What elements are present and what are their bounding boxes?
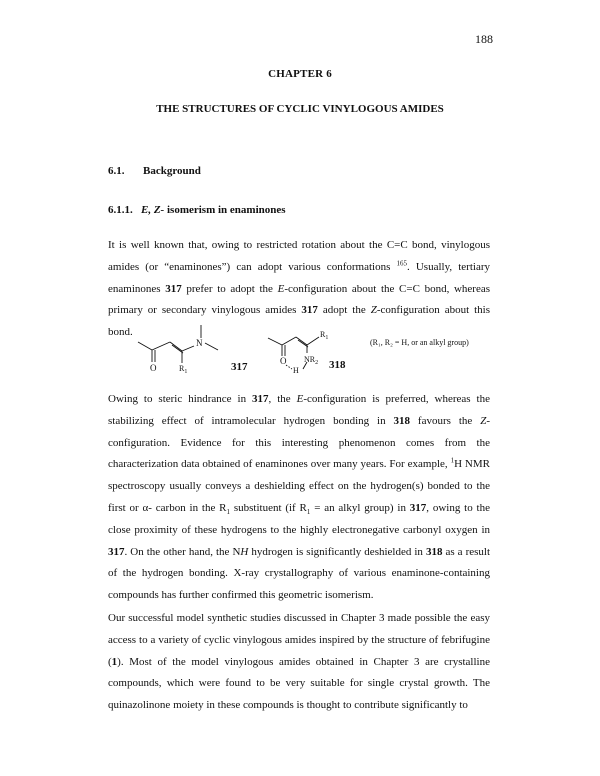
substituent-nr2: $NR_2$ bbox=[304, 355, 319, 366]
chapter-label: CHAPTER 6 bbox=[268, 68, 332, 80]
substituent-r1: $R_1$ bbox=[320, 330, 329, 341]
compound-ref: 317 bbox=[301, 304, 318, 317]
structure-318-bonds bbox=[268, 337, 319, 369]
compound-ref: 317 bbox=[165, 282, 182, 295]
atom-o: O bbox=[280, 356, 287, 366]
section-number: 6.1. bbox=[108, 165, 125, 177]
page-number: 188 bbox=[475, 32, 493, 46]
compound-ref: 318 bbox=[393, 414, 411, 427]
citation-ref: 165 bbox=[396, 259, 407, 268]
compound-ref: 317 bbox=[409, 501, 427, 514]
subsection-title-italic: E, Z- bbox=[141, 204, 165, 216]
substituent-note: (R₁, R₂ = H, or an alkyl group) bbox=[370, 338, 469, 347]
paragraph-evidence: Owing to steric hindrance in 317, the E-configuration is preferred, whereas the stabilizing effect of intramolecular hydrogen bonding in 318 favours the Z-configuration. Evidence for this interesting phenomenon comes from the characterization data obtained of enaminones over many years. For example, $^1$H NMR spectroscopy usually conveys a deshielding effect on the hydrogen(s) bonded to the first or α- carbon in the $R_1$ substituent (if $R_1$ = an alkyl group) in 317, owing to the close proximity of these hydrogens to the highly electronegative carbonyl oxygen in 317. On the other hand, the NH hydrogen is significantly deshielded in 318 as a result of the hydrogen bonding. X-ray crystallography of various enaminone-containing compounds has further confirmed this geometric isomerism. bbox=[108, 393, 491, 602]
subsection-heading bbox=[108, 204, 286, 216]
atom-h: H bbox=[293, 366, 299, 375]
subsection-title: isomerism in enaminones bbox=[164, 204, 286, 216]
atom-n: N bbox=[196, 338, 203, 348]
compound-ref: 318 bbox=[425, 545, 443, 558]
structure-317-bonds bbox=[138, 325, 218, 363]
paragraph-intro: It is well known that, owing to restricted rotation about the C=C bond, vinylogous amides (or “enaminones”) can adopt various conformations $^{165}$. Usually, tertiary enaminones 317 prefer to adopt the E-configuration about the C=C bond, whereas primary or secondary vinylogous amides 317 adopt the Z-configuration about this bond. bbox=[108, 239, 491, 339]
compound-ref: 317 bbox=[108, 545, 125, 558]
compound-label-317: 317 bbox=[231, 361, 248, 373]
section-heading bbox=[108, 165, 201, 177]
substituent-r1: $R_1$ bbox=[179, 364, 188, 375]
subsection-number: 6.1.1. bbox=[108, 204, 133, 216]
chapter-title: THE STRUCTURES OF CYCLIC VINYLOGOUS AMIDES bbox=[156, 103, 444, 115]
section-title: Background bbox=[143, 165, 201, 177]
compound-ref: 1 bbox=[111, 655, 118, 668]
compound-ref: 317 bbox=[252, 393, 269, 405]
enaminone-structures-scheme bbox=[108, 322, 498, 378]
compound-label-318: 318 bbox=[329, 359, 346, 371]
atom-o: O bbox=[150, 363, 157, 373]
paragraph-model-studies: Our successful model synthetic studies discussed in Chapter 3 made possible the easy access to a variety of cyclic vinylogous amides inspired by the structure of febrifugine (1). Most of the model vinylogous amides obtained in Chapter 3 are crystalline compounds, which were found to be very suitable for single crystal growth. The quinazolinone moiety in these compounds is thought to contribute significantly to bbox=[108, 612, 490, 712]
